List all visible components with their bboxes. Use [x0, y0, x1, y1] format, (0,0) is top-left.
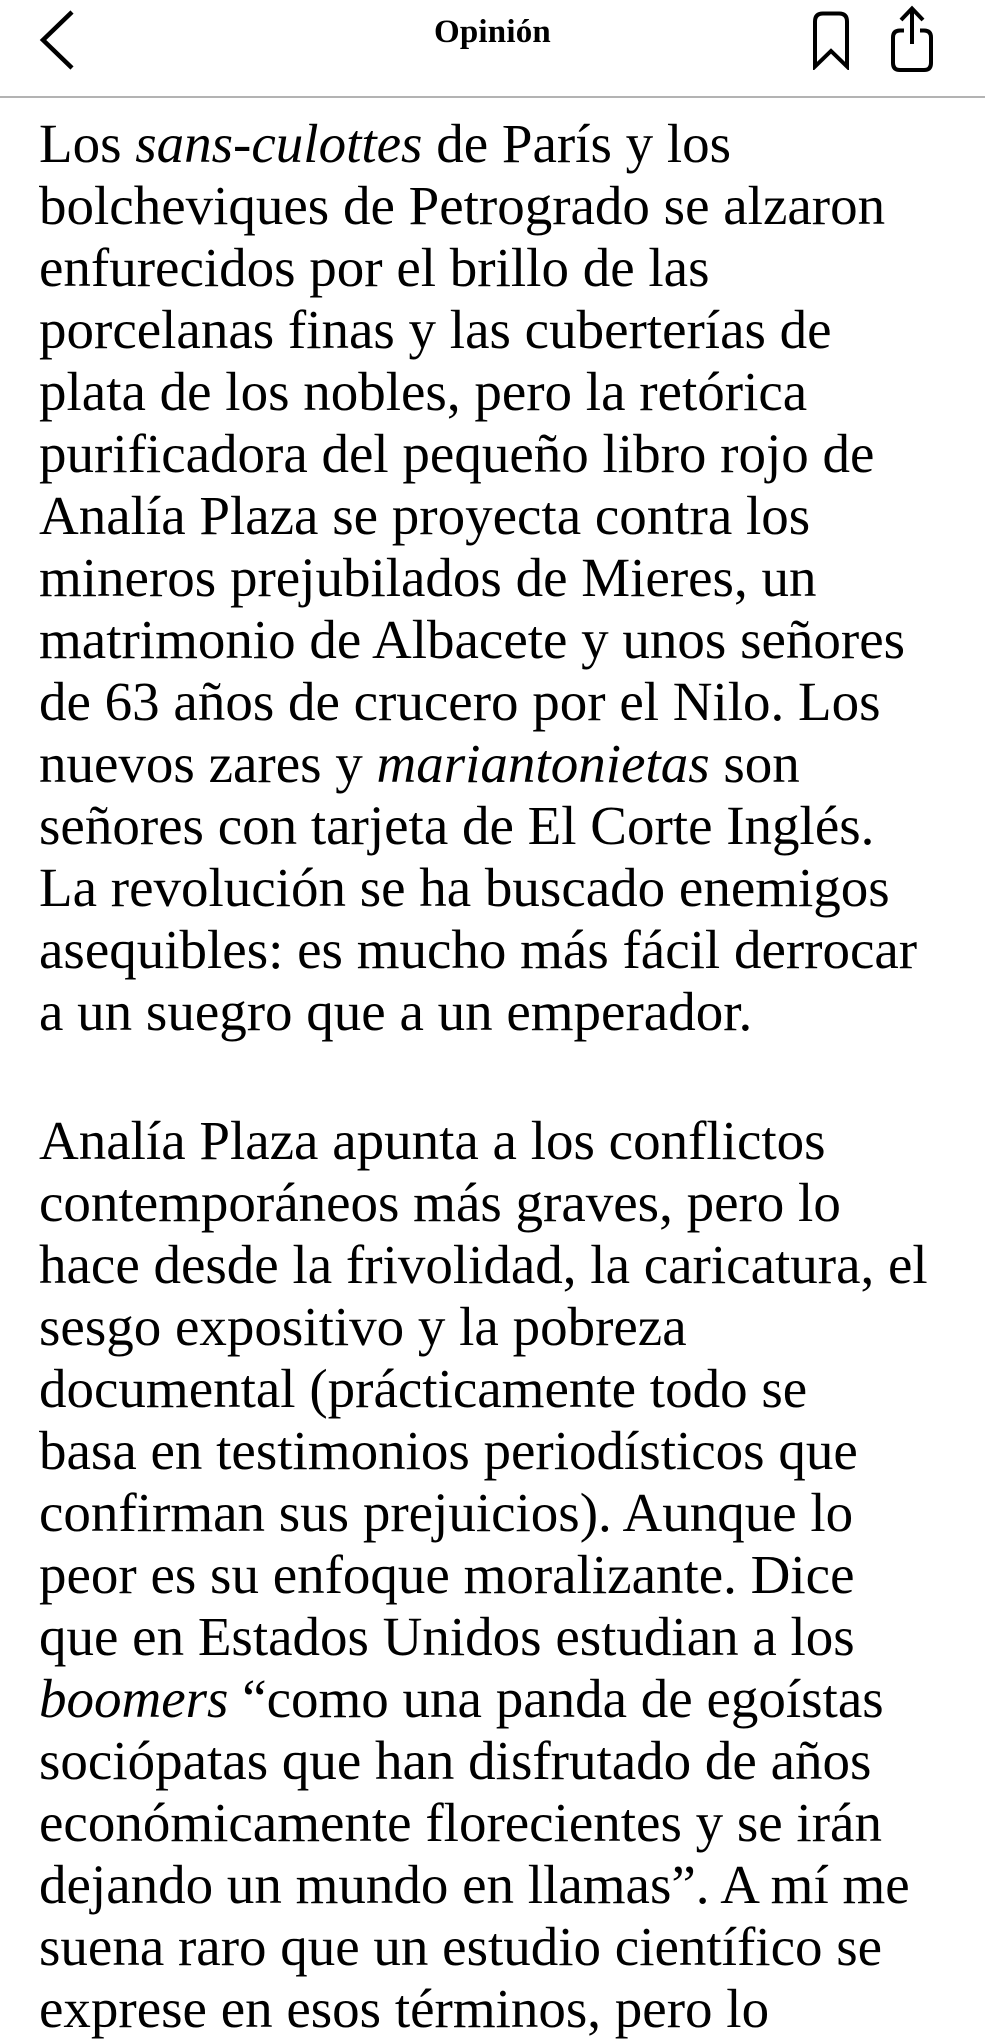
text-segment: La revolución se ha buscado enemigos	[39, 857, 890, 918]
text-segment: basa en testimonios periodísticos que	[39, 1420, 858, 1481]
text-line	[39, 733, 945, 795]
text-segment: son	[709, 733, 800, 794]
italic-text: boomers	[39, 1668, 229, 1729]
text-segment: a un suegro que a un emperador.	[39, 981, 753, 1042]
text-line	[39, 1544, 945, 1606]
share-icon	[888, 5, 936, 73]
text-segment: dejando un mundo en llamas”. A mí me	[39, 1854, 910, 1915]
text-line	[39, 299, 945, 361]
bookmark-icon	[812, 11, 850, 70]
text-segment: porcelanas finas y las cuberterías de	[39, 299, 832, 360]
text-line	[39, 1854, 945, 1916]
paragraph	[39, 113, 945, 1043]
page-title: Opinión	[434, 14, 551, 50]
text-line	[39, 547, 945, 609]
article-body	[0, 98, 985, 2040]
text-segment: hace desde la frivolidad, la caricatura, el	[39, 1234, 928, 1295]
text-segment: purificadora del pequeño libro rojo de	[39, 423, 875, 484]
text-segment: “como una panda de egoístas	[228, 1668, 884, 1729]
text-segment: de París y los	[422, 113, 732, 174]
text-line	[39, 1730, 945, 1792]
text-segment: Analía Plaza apunta a los conflictos	[39, 1110, 826, 1171]
text-segment: sociópatas que han disfrutado de años	[39, 1730, 872, 1791]
text-line	[39, 795, 945, 857]
text-line	[39, 361, 945, 423]
text-line	[39, 1916, 945, 1978]
text-line	[39, 609, 945, 671]
text-line	[39, 1606, 945, 1668]
text-line	[39, 1296, 945, 1358]
paragraph	[39, 1110, 945, 2040]
text-segment: Analía Plaza se proyecta contra los	[39, 485, 811, 546]
text-line	[39, 1792, 945, 1854]
text-line	[39, 1420, 945, 1482]
text-segment: exprese en esos términos, pero lo	[39, 1978, 770, 2039]
text-line	[39, 1234, 945, 1296]
text-segment: peor es su enfoque moralizante. Dice	[39, 1544, 855, 1605]
back-button[interactable]	[38, 9, 76, 71]
text-line	[39, 1482, 945, 1544]
text-segment: documental (prácticamente todo se	[39, 1358, 808, 1419]
text-line	[39, 423, 945, 485]
text-segment: contemporáneos más graves, pero lo	[39, 1172, 841, 1233]
text-line	[39, 237, 945, 299]
text-segment: de 63 años de crucero por el Nilo. Los	[39, 671, 881, 732]
text-line	[39, 113, 945, 175]
text-line	[39, 485, 945, 547]
text-line	[39, 981, 945, 1043]
italic-text: sans-culottes	[135, 113, 423, 174]
text-line	[39, 1172, 945, 1234]
text-line	[39, 857, 945, 919]
text-segment: que en Estados Unidos estudian a los	[39, 1606, 855, 1667]
share-button[interactable]	[888, 5, 936, 73]
text-segment: mineros prejubilados de Mieres, un	[39, 547, 817, 608]
text-segment: asequibles: es mucho más fácil derrocar	[39, 919, 918, 980]
text-line	[39, 1358, 945, 1420]
text-line	[39, 671, 945, 733]
text-segment: sesgo expositivo y la pobreza	[39, 1296, 687, 1357]
bookmark-button[interactable]	[812, 11, 850, 70]
text-line	[39, 919, 945, 981]
text-line	[39, 1978, 945, 2040]
text-segment: nuevos zares y	[39, 733, 377, 794]
text-segment: señores con tarjeta de El Corte Inglés.	[39, 795, 875, 856]
text-segment: matrimonio de Albacete y unos señores	[39, 609, 906, 670]
text-segment: suena raro que un estudio científico se	[39, 1916, 883, 1977]
italic-text: mariantonietas	[376, 733, 710, 794]
text-segment: enfurecidos por el brillo de las	[39, 237, 710, 298]
text-line	[39, 1668, 945, 1730]
text-line	[39, 1110, 945, 1172]
text-segment: plata de los nobles, pero la retórica	[39, 361, 808, 422]
text-segment: económicamente florecientes y se irán	[39, 1792, 882, 1853]
chevron-left-icon	[38, 9, 76, 71]
topbar	[0, 0, 985, 98]
text-segment: confirman sus prejuicios). Aunque lo	[39, 1482, 854, 1543]
text-line	[39, 175, 945, 237]
text-segment: bolcheviques de Petrogrado se alzaron	[39, 175, 886, 236]
text-segment: Los	[39, 113, 136, 174]
